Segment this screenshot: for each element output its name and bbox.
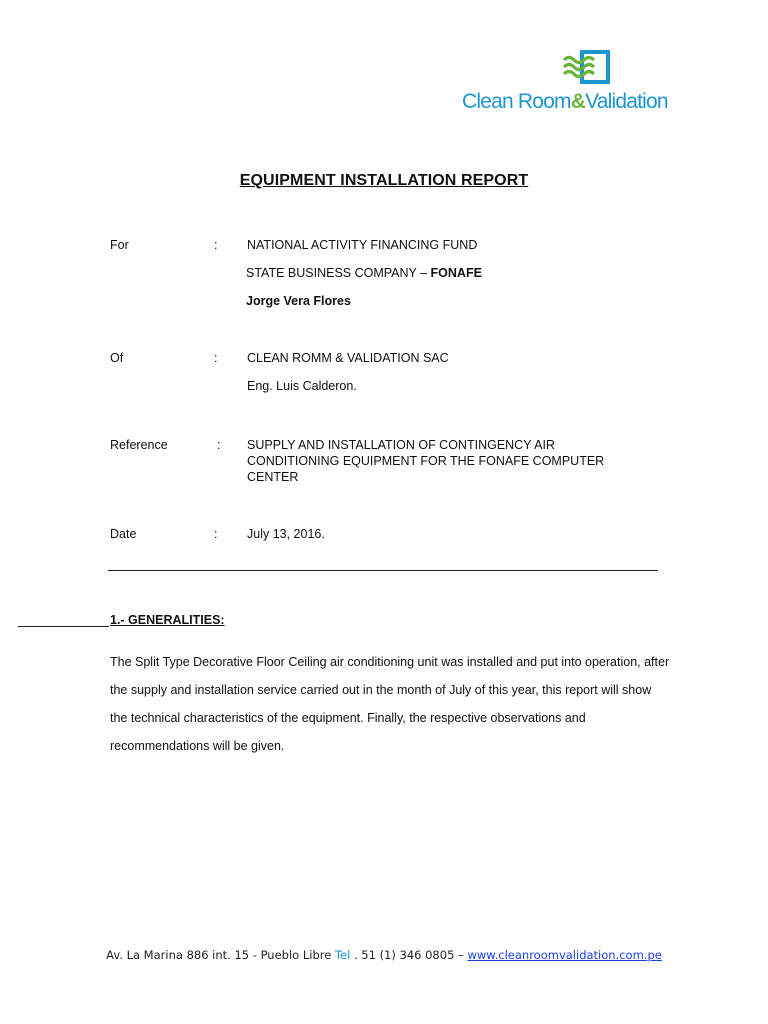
for-line2-bold: FONAFE (430, 266, 482, 280)
date-label: Date (110, 527, 137, 541)
reference-colon: : (217, 438, 221, 452)
section-title-generalities: 1.- GENERALITIES: (110, 613, 225, 627)
of-label: Of (110, 351, 124, 365)
header-divider (108, 570, 658, 571)
reference-label: Reference (110, 438, 168, 452)
of-line2: Eng. Luis Calderon. (247, 379, 357, 393)
logo-text-end: Validation (585, 90, 668, 113)
of-line1: CLEAN ROMM & VALIDATION SAC (247, 351, 449, 365)
footer-phone: . 51 (1) 346 0805 – (350, 948, 468, 962)
page-footer (0, 948, 768, 962)
logo-text-amp: & (570, 90, 586, 113)
reference-value: SUPPLY AND INSTALLATION OF CONTINGENCY AIR CONDITIONING EQUIPMENT FOR THE FONAFE COMPUTER CENTER (247, 438, 605, 484)
for-line1: NATIONAL ACTIVITY FINANCING FUND (247, 238, 478, 252)
report-title: EQUIPMENT INSTALLATION REPORT (239, 172, 529, 189)
of-colon: : (214, 351, 218, 365)
company-logo (462, 50, 722, 116)
for-colon: : (214, 238, 218, 252)
date-colon: : (214, 527, 218, 541)
date-value: July 13, 2016. (247, 527, 325, 541)
for-line2 (246, 265, 646, 281)
logo-text-main: Clean Room (462, 90, 571, 113)
for-label: For (110, 238, 129, 252)
generalities-paragraph: The Split Type Decorative Floor Ceiling air conditioning unit was installed and put into operation, after the supply and installation service carried out in the month of July of this year, this report will show the technical characteristics of the equipment. Finally, the respective observations and recommendations will be given. (110, 655, 670, 753)
logo-wordmark (462, 90, 668, 114)
footer-address: Av. La Marina 886 int. 15 - Pueblo Libre (106, 948, 335, 962)
footer-tel-label: Tel (334, 948, 351, 962)
footer-website-link[interactable]: www.cleanroomvalidation.com.pe (467, 948, 662, 962)
section-leader-line (18, 626, 109, 627)
wave-square-logo-icon (560, 50, 618, 90)
for-line2-prefix: STATE BUSINESS COMPANY – (246, 266, 431, 280)
for-line3: Jorge Vera Flores (246, 294, 351, 308)
